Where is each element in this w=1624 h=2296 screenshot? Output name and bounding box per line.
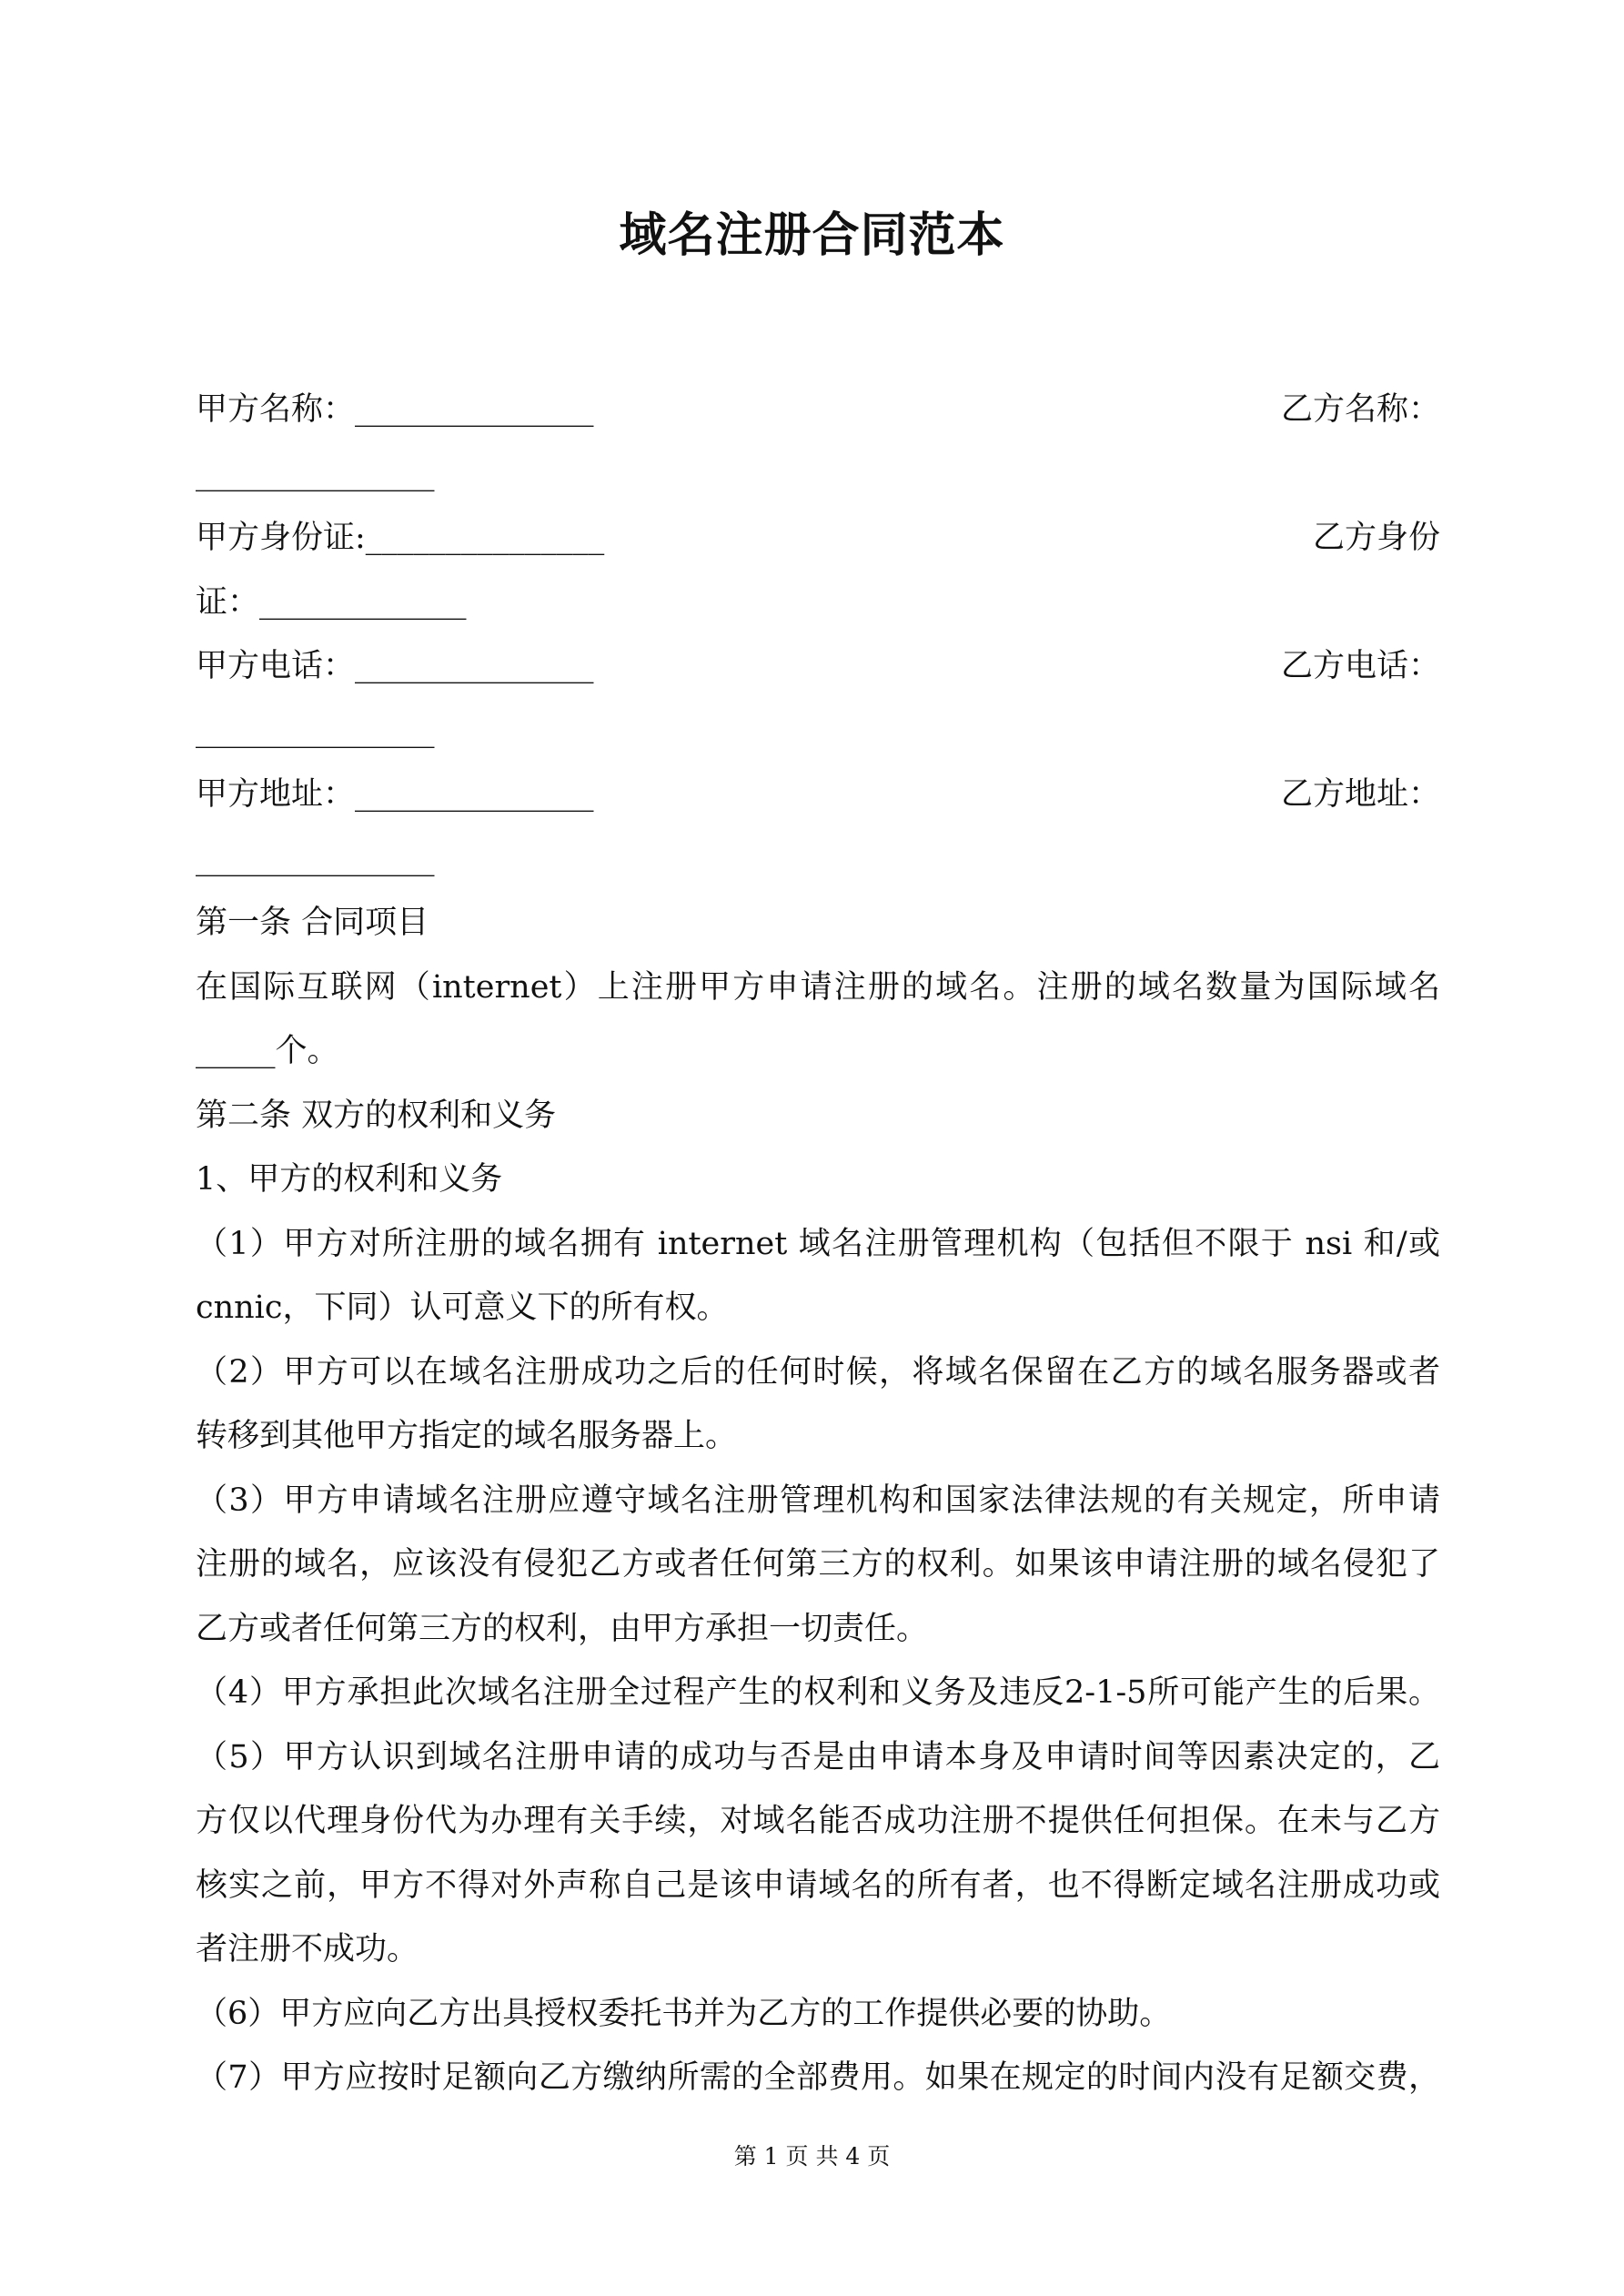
party-a-field: 甲方电话：_______________ [196, 648, 594, 684]
text-line: 第一条 合同项目 [196, 905, 429, 941]
party-a-field: 甲方名称：_______________ [196, 391, 594, 428]
text-line: _____个。 [196, 1033, 339, 1069]
party-b-field: 乙方名称： [1280, 391, 1440, 428]
text-line: 1、甲方的权利和义务 [196, 1161, 503, 1198]
text-line: 注册的域名，应该没有侵犯乙方或者任何第三方的权利。如果该申请注册的域名侵犯了 [196, 1546, 1440, 1583]
text-line: _______________ [196, 712, 435, 749]
text-line: cnnic，下同）认可意义下的所有权。 [196, 1290, 729, 1326]
text-line: （4）甲方承担此次域名注册全过程产生的权利和义务及违反2-1-5所可能产生的后果。 [196, 1674, 1440, 1711]
text-line: 者注册不成功。 [196, 1931, 419, 1967]
text-line: （1）甲方对所注册的域名拥有 internet 域名注册管理机构（包括但不限于 nsi 和/或 [196, 1225, 1440, 1262]
text-line: （2）甲方可以在域名注册成功之后的任何时候，将域名保留在乙方的域名服务器或者 [196, 1353, 1440, 1391]
page-footer: 第 1 页 共 4 页 [733, 2143, 891, 2170]
text-line: 核实之前，甲方不得对外声称自己是该申请域名的所有者，也不得断定域名注册成功或 [196, 1866, 1440, 1904]
field-row [196, 634, 1440, 699]
text-line: 方仅以代理身份代为办理有关手续，对域名能否成功注册不提供任何担保。在未与乙方 [196, 1803, 1440, 1839]
party-b-field: 乙方电话： [1280, 648, 1440, 684]
text-line: 转移到其他甲方指定的域名服务器上。 [196, 1418, 738, 1454]
text-line: _______________ [196, 455, 435, 492]
text-line: 乙方或者任何第三方的权利，由甲方承担一切责任。 [196, 1610, 929, 1647]
party-a-field: 甲方身份证:_______________ [196, 520, 605, 556]
text-line: （6）甲方应向乙方出具授权委托书并为乙方的工作提供必要的协助。 [196, 1995, 1172, 2032]
field-row [196, 378, 1440, 442]
text-line: 证：_____________ [196, 583, 467, 621]
party-a-field: 甲方地址：_______________ [196, 776, 594, 813]
text-line: _______________ [196, 840, 435, 877]
text-line: 在国际互联网（internet）上注册甲方申请注册的域名。注册的域名数量为国际域名 [196, 968, 1440, 1006]
text-line: 第二条 双方的权利和义务 [196, 1097, 557, 1134]
document-title: 域名注册合同范本 [619, 207, 1005, 263]
party-b-field: 乙方身份 [1312, 520, 1440, 556]
party-b-field: 乙方地址： [1280, 776, 1440, 813]
text-line: （7）甲方应按时足额向乙方缴纳所需的全部费用。如果在规定的时间内没有足额交费， [196, 2059, 1440, 2096]
field-row [196, 506, 1440, 571]
document-body [196, 378, 1440, 2110]
field-row [196, 763, 1440, 827]
text-line: （3）甲方申请域名注册应遵守域名注册管理机构和国家法律法规的有关规定，所申请 [196, 1482, 1440, 1519]
text-line: （5）甲方认识到域名注册申请的成功与否是由申请本身及申请时间等因素决定的，乙 [196, 1738, 1440, 1775]
